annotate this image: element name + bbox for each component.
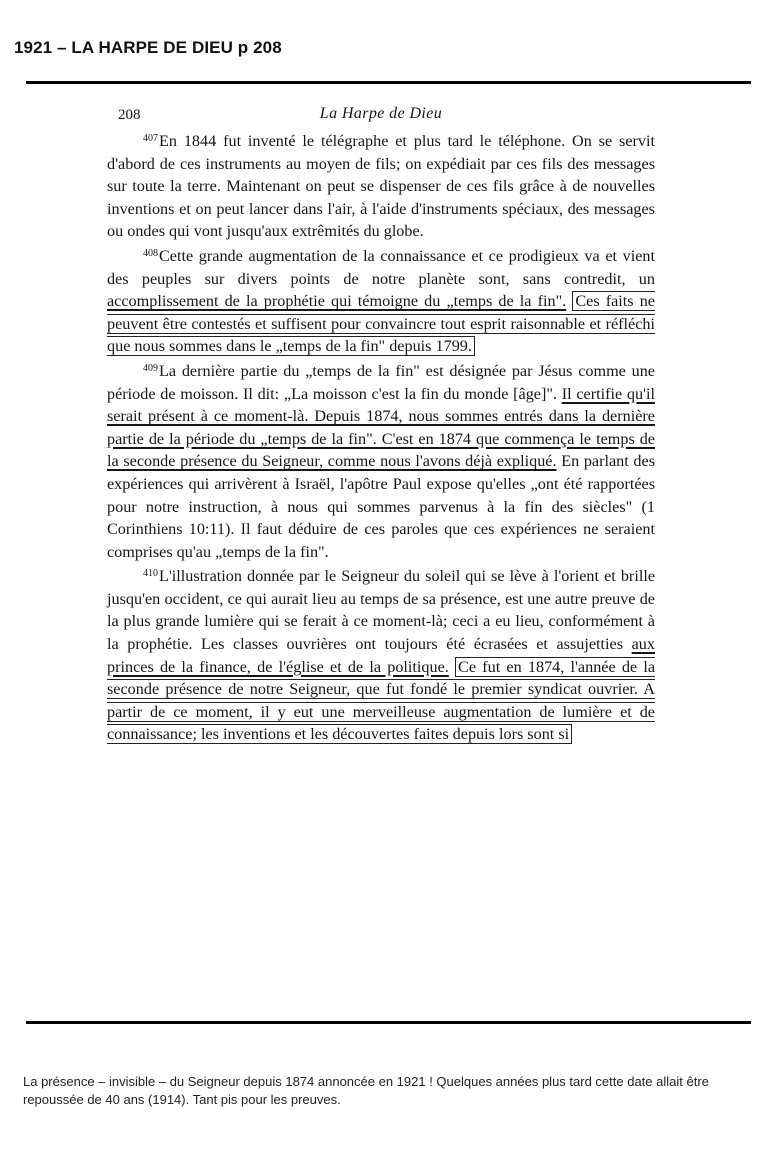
bottom-rule xyxy=(26,1021,751,1024)
underlined-passage: accomplissement de la prophétie qui témoigne du „temps de la fin". xyxy=(107,292,567,311)
paragraph-text: En 1844 fut inventé le télégraphe et plus tard le téléphone. On se servit d'abord de ces instruments au moyen de fils; on expédiait par ces fils des messages sur toute la terre. Maintenant on peut se dispenser de ces fils grâce à de nouvelles inventions et on peut lancer dans l'air, à l'aide d'instruments spéciaux, des messages ou ondes qui vont jusqu'aux extrêmités du globe. xyxy=(107,132,655,241)
running-head xyxy=(107,100,655,128)
paragraph-number: 409 xyxy=(143,362,158,374)
running-title: La Harpe de Dieu xyxy=(319,105,443,122)
paragraph-number: 410 xyxy=(143,568,158,580)
top-rule xyxy=(26,81,751,84)
caption-note: La présence – invisible – du Seigneur depuis 1874 annoncée en 1921 ! Quelques années plus tard cette date allait être repoussée de 40 ans (1914). Tant pis pour les preuves. xyxy=(23,1074,709,1107)
paragraph-410 xyxy=(107,563,655,746)
underlined-passage: aux princes de la finance, de l'église et de la politique. xyxy=(107,635,655,676)
boxed-passage: Ce fut en 1874, l'année de la seconde présence de notre Seigneur, que fut fondé le premier syndicat ouvrier. A partir de ce moment, il y eut une merveilleuse augmentation de lumière et de connaissance; les inventions et les découvertes faites depuis lors sont si xyxy=(107,657,656,744)
document-header: 1921 – LA HARPE DE DIEU p 208 xyxy=(14,38,282,57)
scanned-page xyxy=(107,100,655,746)
paragraph-408 xyxy=(107,243,655,358)
underlined-passage: Il certifie qu'il serait présent à ce moment-là. Depuis 1874, nous sommes entrés dans la dernière partie de la période du „temps de la fin". C'est en 1874 que commença le temps de la seconde présence du Seigneur, comme nous l'avons déjà expliqué. xyxy=(107,384,655,471)
paragraph-407 xyxy=(107,128,655,243)
paragraph-text: L'illustration donnée par le Seigneur du soleil qui se lève à l'orient et brille jusqu'en occident, ce qui aurait lieu au temps de sa présence, est une autre preuve de la plus grande lumière qui se ferait à ce moment-là; ceci a eu lieu, conformément à la prophétie. Les classes ouvrières ont toujours été écrasées et assujetties xyxy=(107,567,655,654)
boxed-passage: Ces faits ne peuvent être contestés et suffisent pour convaincre tout esprit raisonnable et réfléchi que nous sommes dans le „temps de la fin" depuis 1799. xyxy=(107,292,655,356)
paragraph-number: 408 xyxy=(143,247,158,259)
paragraph-409 xyxy=(107,358,655,563)
page-number: 208 xyxy=(118,107,141,123)
paragraph-text: En parlant des expériences qui arrivèrent à Israël, l'apôtre Paul expose qu'elles „ont été rapportées pour notre instruction, à nous qui sommes parvenus à la fin des siècles" (1 Corinthiens 10:11). Il faut déduire de ces paroles que ces expériences ne seraient comprises qu'au „temps de la fin". xyxy=(107,452,655,561)
paragraph-number: 407 xyxy=(143,133,158,144)
paragraph-text: La dernière partie du „temps de la fin" est désignée par Jésus comme une période de moisson. Il dit: „La moisson c'est la fin du monde [âge]". xyxy=(107,361,655,403)
paragraph-text: Cette grande augmentation de la connaissance et ce prodigieux va et vient des peuples sur divers points de notre planète sont, sans contredit, un xyxy=(107,246,655,288)
